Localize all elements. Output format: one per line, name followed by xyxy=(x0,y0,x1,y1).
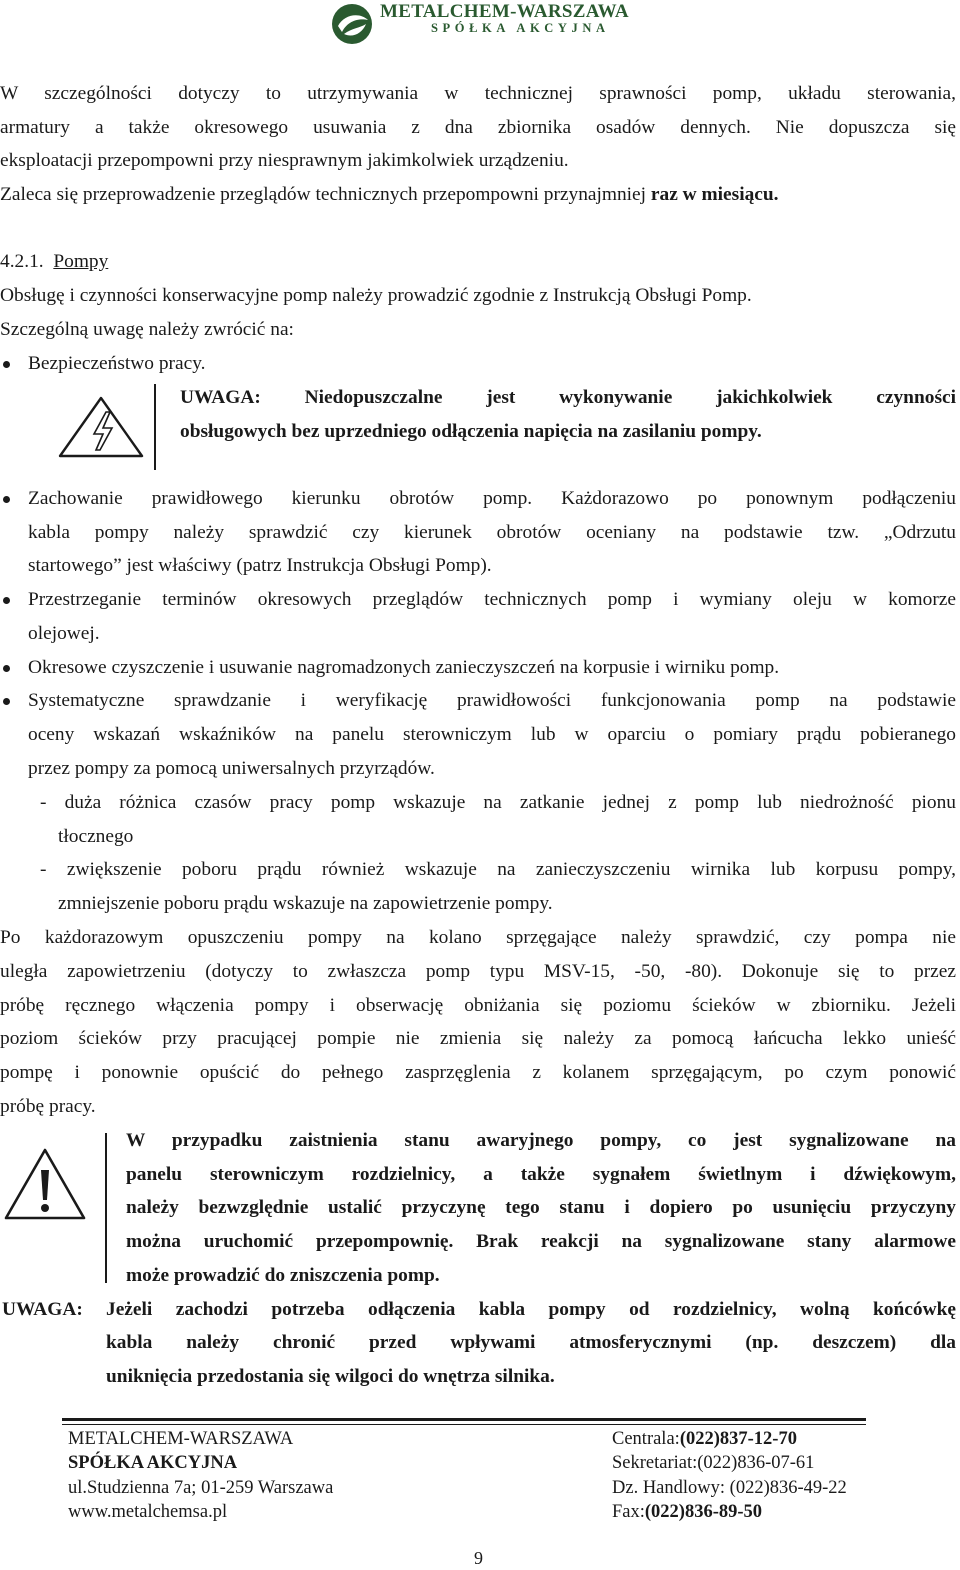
footer-fax-number: (022)836-89-50 xyxy=(644,1502,763,1522)
bullet-inspection-line-2: olejowej. xyxy=(28,623,100,644)
bullet-verify-line-3: przez pompy za pomocą uniwersalnych przyrządów. xyxy=(28,758,435,779)
bullet-verify-line-2: oceny wskazań wskaźników na panelu sterowniczym lub w oparciu o pomiary prądu pobieranego xyxy=(28,724,956,745)
dash-item-1-line-1: - duża różnica czasów pracy pomp wskazuje na zatkanie jednej z pomp lub niedrożność pionu xyxy=(40,792,956,813)
footer-fax-label: Fax: xyxy=(612,1502,645,1522)
para-line-4: poziom ścieków przy pracującej pompie nie zmienia się należy za pomocą łańcucha lekko unieść xyxy=(0,1028,956,1049)
alarm-line-1: W przypadku zaistnienia stanu awaryjnego pompy, co jest sygnalizowane na xyxy=(126,1130,956,1151)
cable-warning-line-3: uniknięcia przedostania się wilgoci do wnętrza silnika. xyxy=(106,1366,555,1387)
para-line-5: pompę i ponownie opuścić do pełnego zasprzęglenia z kolanem sprzęgającym, po czym ponowić xyxy=(0,1062,956,1083)
section-line-2: Szczególną uwagę należy zwrócić na: xyxy=(0,319,294,340)
page-number: 9 xyxy=(474,1548,483,1568)
dash-item-2-line-1: - zwiększenie poboru prądu również wskazuje na zanieczyszczeniu wirnika lub korpusu pompy, xyxy=(40,859,956,880)
para-line-3: próbę ręcznego włączenia pompy i obserwację obniżania się poziomu ścieków w zbiorniku. Jeżeli xyxy=(0,995,956,1016)
warning-electric-line-2: obsługowych bez uprzedniego odłączenia napięcia na zasilaniu pompy. xyxy=(180,421,762,442)
cable-warning-line-2: kabla należy chronić przed wpływami atmosferycznymi (np. deszczem) dla xyxy=(106,1332,956,1353)
intro-line-2: armatury a także okresowego usuwania z dna zbiornika osadów dennych. Nie dopuszcza się xyxy=(0,117,956,138)
para-line-1: Po każdorazowym opuszczeniu pompy na kolano sprzęgające należy sprawdzić, czy pompa nie xyxy=(0,927,956,948)
bullet-dot xyxy=(3,665,10,672)
footer-central-number: (022)837-12-70 xyxy=(679,1429,797,1449)
footer-central-label: Centrala: xyxy=(612,1429,680,1449)
footer-fax xyxy=(612,1500,762,1524)
bullet-rotation-line-1: Zachowanie prawidłowego kierunku obrotów pomp. Każdorazowo po ponownym podłączeniu xyxy=(28,488,956,509)
footer-central xyxy=(612,1427,797,1451)
cable-warning-label: UWAGA: xyxy=(2,1299,83,1320)
bullet-verify-line-1: Systematyczne sprawdzanie i weryfikację prawidłowości funkcjonowania pomp na podstawie xyxy=(28,690,956,711)
warning-electric-line-1: UWAGA: Niedopuszczalne jest wykonywanie jakichkolwiek czynności xyxy=(180,387,956,408)
alarm-line-3: należy bezwzględnie ustalić przyczynę tego stanu i dopiero po usunięciu przyczyny xyxy=(126,1197,956,1218)
high-voltage-warning-icon xyxy=(56,394,146,462)
alarm-line-5: może prowadzić do zniszczenia pomp. xyxy=(126,1265,440,1286)
section-heading xyxy=(0,250,956,274)
section-title: Pompy xyxy=(53,251,109,272)
bullet-dot xyxy=(3,597,10,604)
footer-sales: Dz. Handlowy: (022)836-49-22 xyxy=(612,1478,847,1498)
dash-item-2-line-2: zmniejszenie poboru prądu wskazuje na zapowietrzenie pompy. xyxy=(58,893,553,914)
alarm-line-2: panelu sterowniczym rozdzielnicy, a także sygnałem świetlnym i dźwiękowym, xyxy=(126,1164,956,1185)
bullet-rotation-line-2: kabla pompy należy sprawdzić czy kierunek obrotów oceniany na podstawie tzw. „Odrzutu xyxy=(28,522,956,543)
para-line-2: uległa zapowietrzeniu (dotyczy to zwłaszcza pomp typu MSV-15, -50, -80). Dokonuje się to przez xyxy=(0,961,956,982)
alarm-divider xyxy=(105,1133,107,1283)
bullet-dot xyxy=(3,361,10,368)
bullet-rotation-line-3: startowego” jest właściwy (patrz Instrukcja Obsługi Pomp). xyxy=(28,555,492,576)
footer-address: ul.Studzienna 7a; 01-259 Warszawa xyxy=(68,1478,334,1498)
footer-company: METALCHEM-WARSZAWA xyxy=(68,1429,294,1449)
exclamation-warning-icon xyxy=(2,1146,88,1224)
logo-company-name: METALCHEM-WARSZAWA xyxy=(380,1,629,22)
bullet-safety: Bezpieczeństwo pracy. xyxy=(28,353,206,374)
footer-company-sub: SPÓŁKA AKCYJNA xyxy=(68,1453,238,1473)
footer-website[interactable]: www.metalchemsa.pl xyxy=(68,1502,228,1522)
footer-secretariat: Sekretariat:(022)836-07-61 xyxy=(612,1453,815,1473)
metalchem-logo xyxy=(330,2,374,46)
section-line-1: Obsługę i czynności konserwacyjne pomp należy prowadzić zgodnie z Instrukcją Obsługi Pomp. xyxy=(0,285,752,306)
footer-rule-thin xyxy=(62,1424,866,1425)
logo-company-sub: SPÓŁKA AKCYJNA xyxy=(431,21,610,35)
section-number: 4.2.1. xyxy=(0,251,44,272)
intro-recommendation: Zaleca się przeprowadzenie przeglądów technicznych przepompowni przynajmniej xyxy=(0,184,651,205)
bullet-dot xyxy=(3,698,10,705)
warning-divider xyxy=(154,384,156,470)
intro-frequency: raz w miesiącu. xyxy=(650,184,779,205)
intro-line-1: W szczególności dotyczy to utrzymywania w technicznej sprawności pomp, układu sterowania, xyxy=(0,83,956,104)
bullet-inspection-line-1: Przestrzeganie terminów okresowych przeglądów technicznych pomp i wymiany oleju w komorze xyxy=(28,589,956,610)
dash-item-1-line-2: tłocznego xyxy=(58,826,134,847)
cable-warning-line-1: Jeżeli zachodzi potrzeba odłączenia kabla pompy od rozdzielnicy, wolną końcówkę xyxy=(106,1299,956,1320)
para-line-6: próbę pracy. xyxy=(0,1096,96,1117)
bullet-dot xyxy=(3,496,10,503)
intro-line-4 xyxy=(0,183,956,207)
alarm-line-4: można uruchomić przepompownię. Brak reakcji na sygnalizowane stany alarmowe xyxy=(126,1231,956,1252)
bullet-cleaning: Okresowe czyszczenie i usuwanie nagromadzonych zanieczyszczeń na korpusie i wirniku pomp. xyxy=(28,657,780,678)
intro-line-3: eksploatacji przepompowni przy niesprawnym jakimkolwiek urządzeniu. xyxy=(0,150,569,171)
footer-rule-thick xyxy=(62,1418,866,1421)
